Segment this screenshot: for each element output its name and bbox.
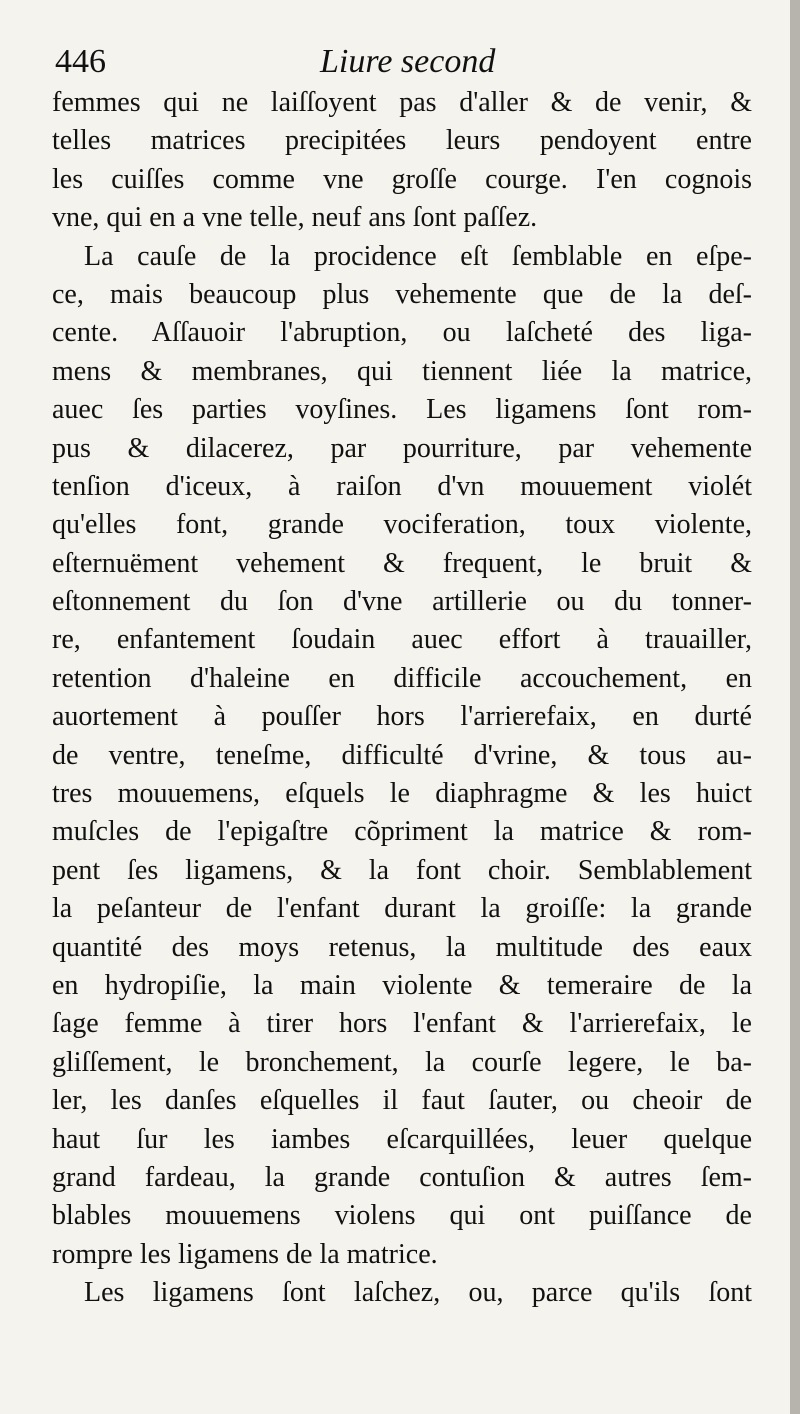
text-line: auortement à pouſſer hors l'arrierefaix, en durté <box>52 701 752 733</box>
text-line: quantité des moys retenus, la multitude des eaux <box>52 931 752 963</box>
text-line: rompre les ligamens de la matrice. <box>52 1238 438 1270</box>
text-line: les cuiſſes comme vne groſſe courge. I'en cognois <box>52 163 752 195</box>
text-line: muſcles de l'epigaſtre cõpriment la matrice & rom- <box>52 816 752 848</box>
text-line: re, enfantement ſoudain auec effort à trauailler, <box>52 624 752 656</box>
text-line: retention d'haleine en difficile accouchement, en <box>52 662 752 694</box>
text-line: auec ſes parties voyſines. Les ligamens ſont rom- <box>52 394 752 426</box>
text-line: pus & dilacerez, par pourriture, par vehemente <box>52 432 752 464</box>
text-line: blables mouuemens violens qui ont puiſſance de <box>52 1200 752 1232</box>
text-line: telles matrices precipitées leurs pendoyent entre <box>52 125 752 157</box>
text-line: en hydropiſie, la main violente & temeraire de la <box>52 969 752 1001</box>
text-line: mens & membranes, qui tiennent liée la matrice, <box>52 355 752 387</box>
body-text <box>52 84 752 1313</box>
text-line: tres mouuemens, eſquels le diaphragme & les huict <box>52 778 752 810</box>
text-line: La cauſe de la procidence eſt ſemblable en eſpe- <box>84 240 752 272</box>
running-head: Liure second <box>320 43 496 80</box>
text-line: vne, qui en a vne telle, neuf ans ſont paſſez. <box>52 202 538 234</box>
text-line: qu'elles font, grande vociferation, toux violente, <box>52 509 752 541</box>
text-line: de ventre, teneſme, difficulté d'vrine, & tous au- <box>52 739 752 771</box>
text-line: femmes qui ne laiſſoyent pas d'aller & de venir, & <box>52 87 752 118</box>
text-line: Les ligamens ſont laſchez, ou, parce qu'ils ſont <box>84 1277 752 1309</box>
text-line: gliſſement, le bronchement, la courſe legere, le ba- <box>52 1046 752 1078</box>
text-line: ler, les danſes eſquelles il faut ſauter, ou cheoir de <box>52 1085 752 1117</box>
text-line: tenſion d'iceux, à raiſon d'vn mouuement violét <box>52 470 752 502</box>
text-line: la peſanteur de l'enfant durant la groiſſe: la grande <box>52 893 752 925</box>
text-line: eſternuëment vehement & frequent, le bruit & <box>52 547 752 579</box>
text-line: pent ſes ligamens, & la font choir. Semblablement <box>52 854 752 886</box>
page-header <box>55 40 735 84</box>
text-line: eſtonnement du ſon d'vne artillerie ou du tonner- <box>52 586 752 618</box>
text-line: ce, mais beaucoup plus vehemente que de la deſ- <box>52 278 752 310</box>
page-number: 446 <box>55 43 106 80</box>
text-line: grand fardeau, la grande contuſion & autres ſem- <box>52 1161 752 1193</box>
text-line: haut ſur les iambes eſcarquillées, leuer quelque <box>52 1123 752 1155</box>
text-line: cente. Aſſauoir l'abruption, ou laſcheté des liga- <box>52 317 752 349</box>
text-line: ſage femme à tirer hors l'enfant & l'arrierefaix, le <box>52 1008 752 1040</box>
